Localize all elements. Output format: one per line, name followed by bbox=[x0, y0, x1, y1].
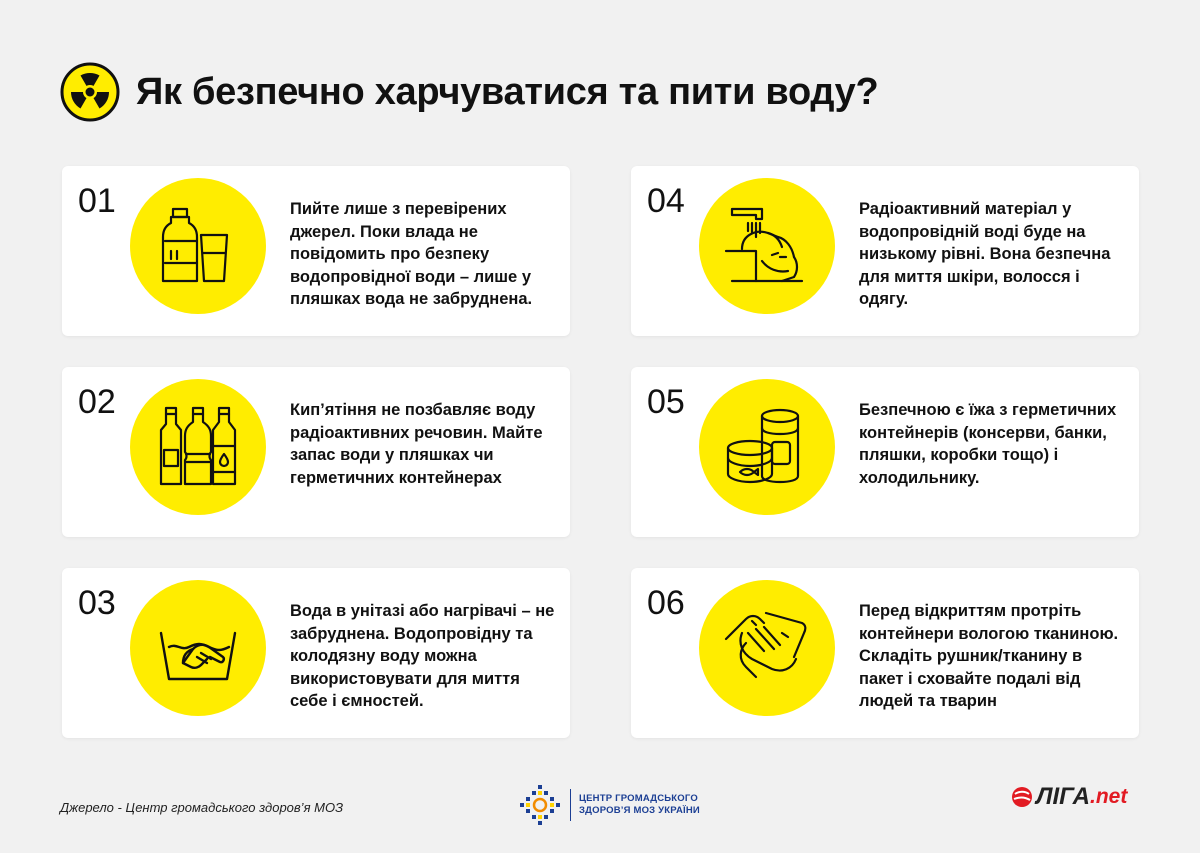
icon-circle bbox=[699, 580, 835, 716]
card-number: 01 bbox=[78, 182, 116, 220]
liga-globe-icon bbox=[1010, 785, 1034, 809]
card-number: 02 bbox=[78, 383, 116, 421]
card-text: Радіоактивний матеріал у водопровідній воді буде на низькому рівні. Вона безпечна для миття шкіри, волосся і одягу. bbox=[859, 200, 1111, 308]
header bbox=[60, 62, 878, 122]
card-06 bbox=[631, 568, 1139, 738]
logo-line-1: ЦЕНТР ГРОМАДСЬКОГО bbox=[579, 793, 698, 804]
icon-circle bbox=[699, 379, 835, 515]
icon-circle bbox=[130, 580, 266, 716]
card-text: Безпечною є їжа з герметичних контейнерів (консерви, банки, пляшки, коробки тощо) і холодильнику. bbox=[859, 401, 1117, 487]
logo-line-2: ЗДОРОВ’Я МОЗ УКРАЇНИ bbox=[579, 805, 700, 816]
icon-circle bbox=[130, 178, 266, 314]
card-02 bbox=[62, 367, 570, 537]
page-title: Як безпечно харчуватися та пити воду? bbox=[136, 70, 879, 113]
card-number: 05 bbox=[647, 383, 685, 421]
public-health-center-name bbox=[579, 793, 700, 817]
public-health-center-logo bbox=[518, 783, 700, 827]
bottles-icon bbox=[153, 402, 243, 492]
source-note: Джерело - Центр громадського здоров’я МОЗ bbox=[60, 800, 344, 815]
card-01 bbox=[62, 166, 570, 336]
liga-name: ЛІГА bbox=[1036, 783, 1090, 810]
icon-circle bbox=[699, 178, 835, 314]
card-text: Вода в унітазі або нагрівачі – не забруднена. Водопровідну та колодязну воду можна використовувати для миття себе і ємностей. bbox=[290, 602, 555, 710]
icon-circle bbox=[130, 379, 266, 515]
liga-net-logo bbox=[1010, 783, 1127, 811]
hair-washing-icon bbox=[722, 201, 812, 291]
card-text: Кип’ятіння не позбавляє воду радіоактивних речовин. Майте запас води у пляшках чи герметичних контейнерах bbox=[290, 401, 543, 487]
card-text: Перед відкриттям протріть контейнери вологою тканиною. Складіть рушник/тканину в пакет і сховайте подалі від людей та тварин bbox=[859, 602, 1119, 710]
card-number: 03 bbox=[78, 584, 116, 622]
public-health-center-emblem-icon bbox=[518, 783, 562, 827]
liga-domain: .net bbox=[1090, 785, 1128, 808]
card-number: 06 bbox=[647, 584, 685, 622]
water-bottle-glass-icon bbox=[153, 201, 243, 291]
radiation-icon bbox=[60, 62, 120, 122]
wiping-cloth-icon bbox=[722, 603, 812, 693]
card-04 bbox=[631, 166, 1139, 336]
card-number: 04 bbox=[647, 182, 685, 220]
canned-food-icon bbox=[722, 402, 812, 492]
card-text: Пийте лише з перевірених джерел. Поки влада не повідомить про безпеку водопровідної води – лише у пляшках вода не забруднена. bbox=[290, 200, 533, 308]
card-03 bbox=[62, 568, 570, 738]
card-05 bbox=[631, 367, 1139, 537]
logo-divider bbox=[570, 789, 571, 821]
hand-wash-basin-icon bbox=[153, 603, 243, 693]
